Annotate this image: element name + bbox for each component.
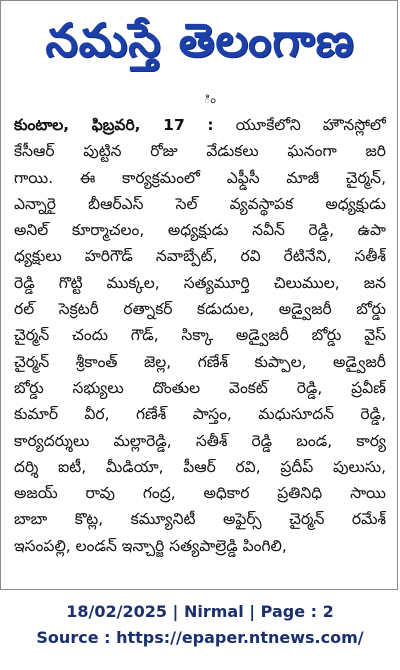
article-line: చైర్మన్ శ్రీకాంత్ జెల్ల, గణేశ్ కుప్పాల, అడ్వైజరీ bbox=[14, 352, 386, 371]
article-line-text: యూకేలోని హౌనస్లోలో bbox=[235, 116, 386, 134]
newspaper-masthead: నమస్తే తెలంగాణ bbox=[45, 13, 355, 67]
article-line: ఇసంపల్లి, లండన్ ఇన్చార్జి సత్యపాల్రెడ్డి పింగిలి, bbox=[14, 536, 287, 555]
article-line: చైర్మన్ చందు గౌడ్, సిక్కా అడ్వైజరీ బోర్డు వైస్ bbox=[14, 326, 386, 345]
clipping-source: Source : https://epaper.ntnews.com/ bbox=[36, 628, 364, 647]
article-line: అనిల్ కూర్మాచలం, అధ్యక్షుడు నవీన్ రెడ్డి, ఉపా bbox=[14, 221, 386, 240]
article-line: బోర్డు సభ్యులు దొంతుల వెంకట్ రెడ్డి, ప్రవీణ్ bbox=[14, 378, 386, 397]
article-line: ఎన్నారై బీఆర్ఎస్ సెల్ వ్యవస్థాపక అధ్యక్షుడు bbox=[14, 194, 386, 213]
cut-text-fragment: ిం bbox=[204, 94, 216, 106]
clipping-meta: 18/02/2025 | Nirmal | Page : 2 bbox=[66, 602, 334, 621]
article-line: కుమార్ వీర, గణేశ్ పాస్తం, మధుసూదన్ రెడ్డి, bbox=[14, 405, 386, 424]
article-line: అజయ్ రావు గంద్ర, అధికార ప్రతినిధి సాయి bbox=[14, 484, 386, 503]
article-line: కార్యదర్శులు మల్లారెడ్డి, సతీశ్ రెడ్డి బండ, కార్య bbox=[14, 431, 386, 450]
article-line: ధ్యక్షులు హరిగౌడ్ నవాబ్పేట్, రవి రేటినేని, సతీశ్ bbox=[14, 247, 386, 266]
article-line bbox=[14, 112, 386, 138]
article-line: దర్శి ఐటీ, మీడియా, పీఆర్ రవి, ప్రదీప్ పులుసు, bbox=[14, 457, 386, 476]
article-line: రల్ సెక్రటరీ రత్నాకర్ కడుదుల, అడ్వైజరీ బోర్డు bbox=[14, 300, 386, 319]
article-line: రెడ్డి గొట్టి ముక్కల, సత్యమూర్తి చిలుముల, జన bbox=[14, 273, 386, 292]
article-dateline: కుంటాల, ఫిబ్రవరి, 17 : bbox=[14, 116, 214, 134]
article-body bbox=[14, 112, 386, 584]
article-line: గాయి. ఈ కార్యక్రమంలో ఎఫ్డీసీ మాజీ చైర్మన్, bbox=[14, 168, 386, 187]
article-line: బాబా కొట్ల, కమ్యూనిటీ అఫైర్స్ చైర్మన్ రమేశ్ bbox=[14, 510, 386, 529]
article-line: కేసీఆర్ పుట్టిన రోజు వేడుకలు ఘనంగా జరి bbox=[14, 142, 386, 161]
